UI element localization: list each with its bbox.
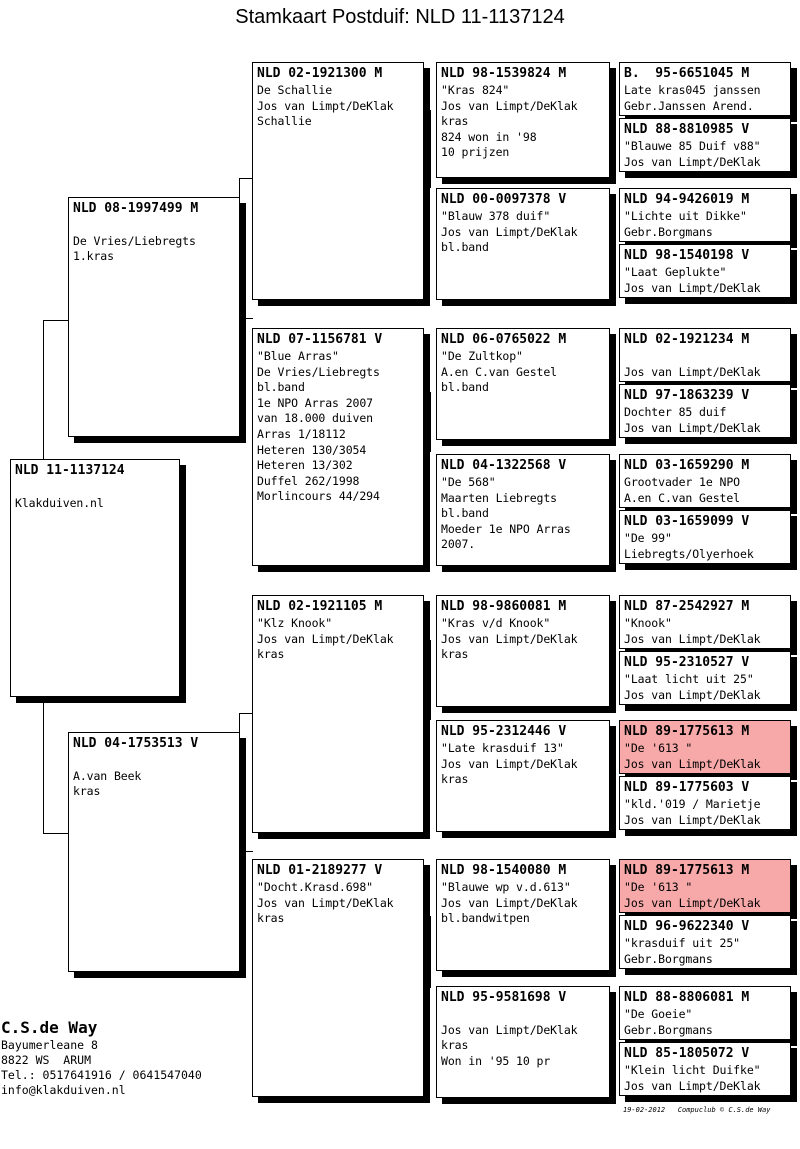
pedigree-card-ffm[interactable] — [436, 188, 610, 300]
ring-number: NLD 98-1540198 V — [624, 248, 750, 263]
pigeon-info-line: Jos van Limpt/DeKlak — [624, 631, 761, 646]
pigeon-info-line: Jos van Limpt/DeKlak — [624, 154, 761, 169]
pigeon-info-line: Gebr.Borgmans — [624, 1022, 713, 1037]
pigeon-info-line: 2007. — [441, 537, 476, 552]
pigeon-info-line: A.van Beek — [73, 768, 142, 783]
page-title: Stamkaart Postduif: NLD 11-1137124 — [235, 6, 565, 28]
pigeon-info-line: A.en C.van Gestel — [624, 490, 741, 505]
pigeon-info-line: 1.kras — [73, 249, 114, 264]
pigeon-info-line: "Kras 824" — [441, 83, 510, 97]
pedigree-card-fm[interactable] — [252, 328, 424, 566]
pigeon-info-line: Klakduiven.nl — [15, 495, 104, 510]
pedigree-card-mmmf[interactable] — [619, 986, 791, 1040]
ring-number: NLD 07-1156781 V — [257, 332, 383, 347]
ring-number: NLD 06-0765022 M — [441, 332, 567, 347]
ring-number: NLD 88-8810985 V — [624, 122, 750, 137]
pigeon-info-line: Heteren 130/3054 — [257, 442, 367, 457]
pigeon-info-line: kras — [73, 784, 101, 799]
footer-credit: 19-02-2012 Compuclub © C.S.de Way — [623, 1106, 771, 1114]
pigeon-info-line: Gebr.Borgmans — [624, 224, 713, 239]
ring-number: NLD 03-1659290 M — [624, 458, 750, 473]
pigeon-info-line: Dochter 85 duif — [624, 405, 727, 419]
pigeon-info-line: Jos van Limpt/DeKlak — [624, 1078, 761, 1093]
connector-line — [430, 392, 431, 452]
ring-number: NLD 08-1997499 M — [73, 201, 199, 216]
pigeon-info-line: Grootvader 1e NPO — [624, 475, 741, 489]
ring-number: B. 95-6651045 M — [624, 66, 750, 81]
pigeon-info-line: bl.band — [441, 380, 489, 395]
ring-number: NLD 97-1863239 V — [624, 388, 750, 403]
owner-info — [1, 1018, 202, 1098]
pigeon-info-line: Duffel 262/1998 — [257, 473, 360, 488]
pedigree-card-mmm[interactable] — [436, 986, 610, 1098]
pigeon-info-line: Jos van Limpt/DeKlak — [441, 631, 578, 646]
ring-number: NLD 98-1539824 M — [441, 66, 567, 81]
pigeon-info-line: Late kras045 janssen — [624, 83, 761, 97]
pigeon-info-line: "Blauwe wp v.d.613" — [441, 880, 571, 894]
pigeon-info-line: "krasduif uit 25" — [624, 936, 741, 950]
ring-number: NLD 89-1775613 M — [624, 863, 750, 878]
pedigree-card-fmff[interactable] — [619, 328, 791, 382]
connector-line — [239, 851, 253, 852]
pigeon-info-line: Jos van Limpt/DeKlak — [624, 812, 761, 827]
pedigree-card-fff[interactable] — [436, 62, 610, 178]
ring-number: NLD 02-1921105 M — [257, 599, 383, 614]
pigeon-info-line: bl.bandwitpen — [441, 911, 530, 926]
pigeon-info-line: "De '613 " — [624, 880, 693, 894]
pigeon-info-line: "Laat licht uit 25" — [624, 672, 754, 686]
ring-number: NLD 98-9860081 M — [441, 599, 567, 614]
pedigree-card-fmfm[interactable] — [619, 384, 791, 438]
pedigree-card-fmmf[interactable] — [619, 454, 791, 508]
connector-line — [239, 713, 253, 714]
ring-number: NLD 00-0097378 V — [441, 192, 567, 207]
connector-line — [43, 833, 69, 834]
pigeon-info-line: kras — [441, 114, 469, 129]
pigeon-info-line: Jos van Limpt/DeKlak — [624, 364, 761, 379]
ring-number: NLD 87-2542927 M — [624, 599, 750, 614]
pigeon-info-line — [73, 753, 235, 769]
pigeon-info-line: Jos van Limpt/DeKlak — [257, 895, 394, 910]
ring-number: NLD 85-1805072 V — [624, 1046, 750, 1061]
pigeon-info-line: Jos van Limpt/DeKlak — [624, 280, 761, 295]
pigeon-info-line: Jos van Limpt/DeKlak — [441, 1022, 578, 1037]
pigeon-info-line: "Knook" — [624, 616, 672, 630]
connector-line — [614, 896, 615, 916]
owner-name: C.S.de Way — [1, 1018, 98, 1037]
pedigree-card-mmfm[interactable] — [619, 915, 791, 969]
pigeon-info-line: "Klz Knook" — [257, 616, 333, 630]
pigeon-info-line: kras — [441, 1038, 469, 1053]
ring-number: NLD 95-2310527 V — [624, 655, 750, 670]
ring-number: NLD 04-1753513 V — [73, 736, 199, 751]
pigeon-info-line: "De Goeie" — [624, 1007, 693, 1021]
ring-number: NLD 03-1659099 V — [624, 514, 750, 529]
pedigree-card-subject[interactable] — [10, 459, 180, 697]
connector-line — [430, 110, 431, 188]
pigeon-info-line: "De Zultkop" — [441, 349, 523, 363]
pedigree-card-mmmm[interactable] — [619, 1042, 791, 1096]
pigeon-info-line: kras — [441, 772, 469, 787]
ring-number: NLD 89-1775613 M — [624, 724, 750, 739]
pigeon-info-line: 824 won in '98 — [441, 129, 537, 144]
pigeon-info-line: "Blue Arras" — [257, 349, 339, 363]
pigeon-info-line: Jos van Limpt/DeKlak — [257, 98, 394, 113]
ring-number: NLD 95-2312446 V — [441, 724, 567, 739]
pedigree-card-mff[interactable] — [436, 595, 610, 707]
pedigree-card-mm[interactable] — [252, 859, 424, 1097]
pigeon-info-line: "Blauwe 85 Duif v88" — [624, 139, 761, 153]
pigeon-info-line: Schallie — [257, 114, 312, 129]
pigeon-info-line: "De 568" — [441, 475, 496, 489]
owner-phone: Tel.: 0517641916 / 0641547040 — [1, 1068, 202, 1082]
pedigree-card-mmf[interactable] — [436, 859, 610, 971]
pedigree-card-ffff[interactable] — [619, 62, 791, 116]
connector-line — [614, 758, 615, 778]
pigeon-info-line: Won in '95 10 pr — [441, 1053, 551, 1068]
pigeon-info-line: "Lichte uit Dikke" — [624, 209, 747, 223]
connector-line — [43, 697, 44, 833]
pigeon-info-line: bl.band — [441, 506, 489, 521]
pedigree-card-ffmm[interactable] — [619, 244, 791, 298]
pedigree-card-mfmf[interactable] — [619, 720, 791, 774]
pigeon-info-line: Maarten Liebregts — [441, 490, 558, 505]
pigeon-info-line: Jos van Limpt/DeKlak — [624, 687, 761, 702]
pigeon-info-line: Gebr.Janssen Arend. — [624, 98, 754, 113]
pigeon-info-line: "kld.'019 / Marietje — [624, 797, 761, 811]
ring-number: NLD 98-1540080 M — [441, 863, 567, 878]
pedigree-card-mfm[interactable] — [436, 720, 610, 832]
connector-line — [614, 632, 615, 652]
pigeon-info-line: Jos van Limpt/DeKlak — [441, 895, 578, 910]
pigeon-info-line: "Docht.Krasd.698" — [257, 880, 374, 894]
pigeon-info-line — [15, 480, 175, 496]
pigeon-info-line: "Blauw 378 duif" — [441, 209, 551, 223]
connector-line — [614, 228, 615, 248]
pigeon-info-line: kras — [441, 647, 469, 662]
connector-line — [430, 640, 431, 720]
pedigree-card-mf[interactable] — [252, 595, 424, 833]
pigeon-info-line: De Schallie — [257, 83, 333, 97]
owner-email[interactable]: info@klakduiven.nl — [1, 1083, 126, 1097]
ring-number: NLD 02-1921300 M — [257, 66, 383, 81]
connector-line — [239, 178, 253, 179]
pedigree-card-mother[interactable] — [68, 732, 240, 972]
connector-line — [239, 318, 253, 319]
pigeon-info-line: Jos van Limpt/DeKlak — [257, 631, 394, 646]
pigeon-info-line: Jos van Limpt/DeKlak — [441, 756, 578, 771]
connector-line — [430, 916, 431, 988]
pigeon-info-line — [73, 218, 235, 234]
ring-number: NLD 95-9581698 V — [441, 990, 567, 1005]
pedigree-card-ff[interactable] — [252, 62, 424, 300]
pigeon-info-line: Arras 1/18112 — [257, 426, 346, 441]
pigeon-info-line — [441, 1007, 605, 1023]
pigeon-info-line: Jos van Limpt/DeKlak — [624, 895, 761, 910]
ring-number: NLD 11-1137124 — [15, 463, 125, 478]
pigeon-info-line: De Vries/Liebregts — [257, 364, 380, 379]
pigeon-info-line: Gebr.Borgmans — [624, 951, 713, 966]
pigeon-info-line: Jos van Limpt/DeKlak — [624, 420, 761, 435]
connector-line — [614, 1024, 615, 1044]
ring-number: NLD 01-2189277 V — [257, 863, 383, 878]
ring-number: NLD 02-1921234 M — [624, 332, 750, 347]
connector-line — [614, 100, 615, 120]
pigeon-info-line — [624, 349, 786, 365]
pigeon-info-line: kras — [257, 911, 285, 926]
pigeon-info-line: van 18.000 duiven — [257, 411, 374, 426]
pedigree-card-mffm[interactable] — [619, 651, 791, 705]
ring-number: NLD 04-1322568 V — [441, 458, 567, 473]
connector-line — [43, 320, 69, 321]
pigeon-info-line: Morlincours 44/294 — [257, 489, 380, 504]
pigeon-info-line: bl.band — [441, 240, 489, 255]
pedigree-card-fmmm[interactable] — [619, 510, 791, 564]
pigeon-info-line: "Kras v/d Knook" — [441, 616, 551, 630]
pedigree-card-fmf[interactable] — [436, 328, 610, 440]
ring-number: NLD 94-9426019 M — [624, 192, 750, 207]
owner-address: Bayumerleane 8 — [1, 1038, 98, 1052]
pedigree-card-mfmm[interactable] — [619, 776, 791, 830]
pigeon-info-line: 10 prijzen — [441, 145, 510, 160]
connector-line — [43, 320, 44, 460]
connector-line — [614, 366, 615, 386]
pedigree-card-ffmf[interactable] — [619, 188, 791, 242]
pigeon-info-line: Moeder 1e NPO Arras — [441, 521, 571, 536]
pigeon-info-line: Jos van Limpt/DeKlak — [624, 756, 761, 771]
ring-number: NLD 96-9622340 V — [624, 919, 750, 934]
pigeon-info-line: Jos van Limpt/DeKlak — [441, 98, 578, 113]
pedigree-card-fffm[interactable] — [619, 118, 791, 172]
pigeon-info-line: Liebregts/Olyerhoek — [624, 546, 754, 561]
pigeon-info-line: "De '613 " — [624, 741, 693, 755]
pigeon-info-line: A.en C.van Gestel — [441, 364, 558, 379]
ring-number: NLD 89-1775603 V — [624, 780, 750, 795]
ring-number: NLD 88-8806081 M — [624, 990, 750, 1005]
pedigree-card-fmm[interactable] — [436, 454, 610, 566]
pedigree-card-mmff[interactable] — [619, 859, 791, 913]
pigeon-info-line: Jos van Limpt/DeKlak — [441, 224, 578, 239]
owner-postcode: 8822 WS ARUM — [1, 1053, 92, 1067]
pigeon-info-line: "Klein licht Duifke" — [624, 1063, 761, 1077]
pigeon-info-line: kras — [257, 647, 285, 662]
pedigree-card-mfff[interactable] — [619, 595, 791, 649]
pigeon-info-line: "Late krasduif 13" — [441, 741, 564, 755]
pigeon-info-line: "Laat Geplukte" — [624, 265, 727, 279]
pigeon-info-line: bl.band — [257, 380, 305, 395]
pigeon-info-line: Heteren 13/302 — [257, 458, 353, 473]
pigeon-info-line: "De 99" — [624, 531, 672, 545]
pedigree-card-father[interactable] — [68, 197, 240, 437]
pigeon-info-line: De Vries/Liebregts — [73, 233, 196, 248]
pigeon-info-line: 1e NPO Arras 2007 — [257, 395, 374, 410]
connector-line — [614, 492, 615, 512]
